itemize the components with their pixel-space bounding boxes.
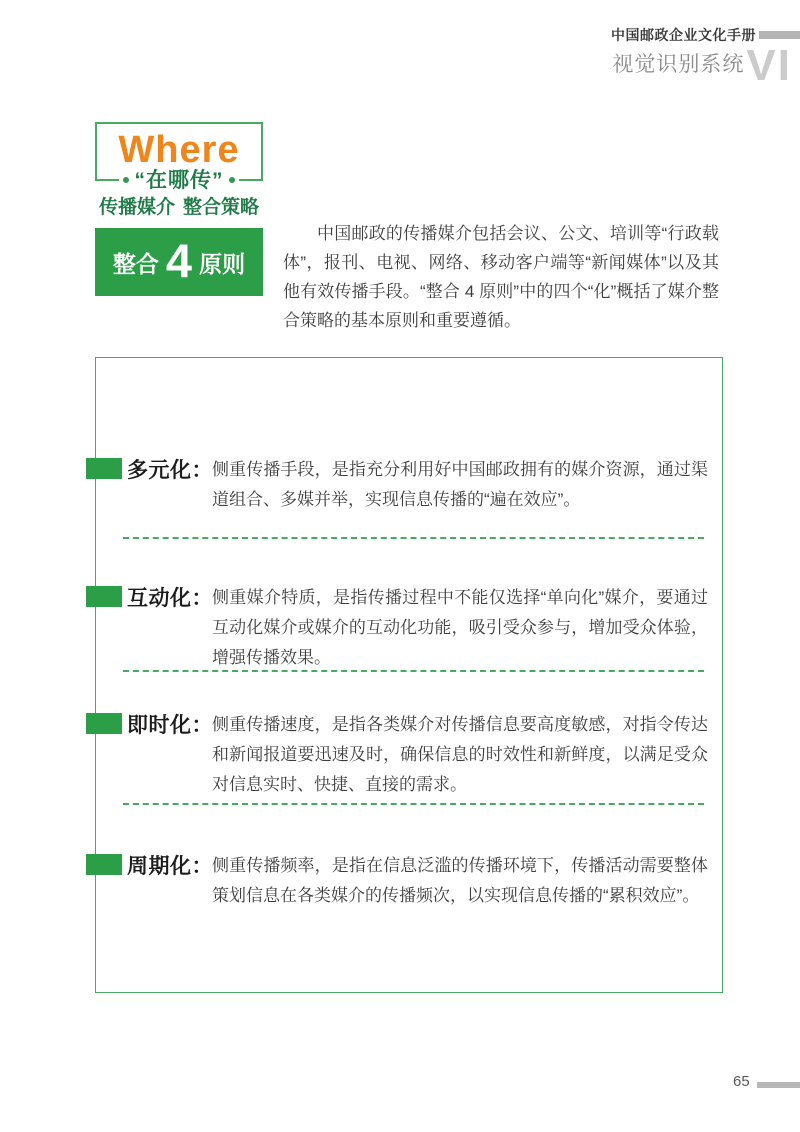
principle-title: 多元化： xyxy=(127,459,213,482)
where-subtitle xyxy=(95,192,263,219)
principle-desc: 侧重传播频率，是指在信息泛滥的传播环境下，传播活动需要整体策划信息在各类媒介的传播频次，以实现信息传播的“累积效应”。 xyxy=(212,856,708,905)
principle-desc: 侧重传播速度，是指各类媒介对传播信息要高度敏感，对指令传达和新闻报道要迅速及时，确保信息的时效性和新鲜度，以满足受众对信息实时、快捷、直接的需求。 xyxy=(212,715,708,794)
header-row-section xyxy=(611,41,800,90)
badge-suffix: 原则 xyxy=(199,250,246,277)
dashed-divider xyxy=(123,803,704,805)
green-marker xyxy=(86,713,122,734)
handbook-title: 中国邮政企业文化手册 xyxy=(611,27,756,43)
principle-desc: 侧重传播手段，是指充分利用好中国邮政拥有的媒介资源，通过渠道组合、多媒并举，实现信息传播的“遍在效应”。 xyxy=(212,460,708,509)
header-decorative-bar xyxy=(759,31,800,39)
green-marker xyxy=(86,854,122,875)
badge-number: 4 xyxy=(165,233,193,287)
green-marker xyxy=(86,586,122,607)
page-number: 65 xyxy=(733,1073,750,1090)
where-subtitle-media: 传播媒介 xyxy=(99,197,176,218)
footer-decorative-bar xyxy=(757,1082,800,1088)
green-marker xyxy=(86,458,122,479)
vi-watermark: VI xyxy=(746,41,792,90)
principle-desc: 侧重媒介特质，是指传播过程中不能仅选择“单向化”媒介，要通过互动化媒介或媒介的互动化功能，吸引受众参与，增加受众体验，增强传播效果。 xyxy=(212,588,708,667)
principle-title: 周期化： xyxy=(127,855,213,878)
dashed-divider xyxy=(123,670,704,672)
intro-paragraph: 中国邮政的传播媒介包括会议、公文、培训等“行政载体”，报刊、电视、网络、移动客户端等“新闻媒体”以及其他有效传播手段。“整合 4 原则”中的四个“化”概括了媒介整合策略的基本原则和重要遵循。 xyxy=(283,224,719,330)
dashed-divider xyxy=(123,537,704,539)
where-title-box xyxy=(95,122,263,192)
where-title-en: Where xyxy=(118,129,240,171)
integration-4-principles-badge xyxy=(95,228,263,296)
section-title: 视觉识别系统 xyxy=(612,53,745,76)
principle-title: 互动化： xyxy=(127,587,213,610)
page-header xyxy=(611,26,800,90)
principle-title: 即时化： xyxy=(127,714,213,737)
where-subtitle-strategy: 整合策略 xyxy=(182,197,259,218)
where-title-cn: “在哪传” xyxy=(134,169,224,192)
principles-box xyxy=(95,357,723,993)
badge-prefix: 整合 xyxy=(112,250,159,277)
